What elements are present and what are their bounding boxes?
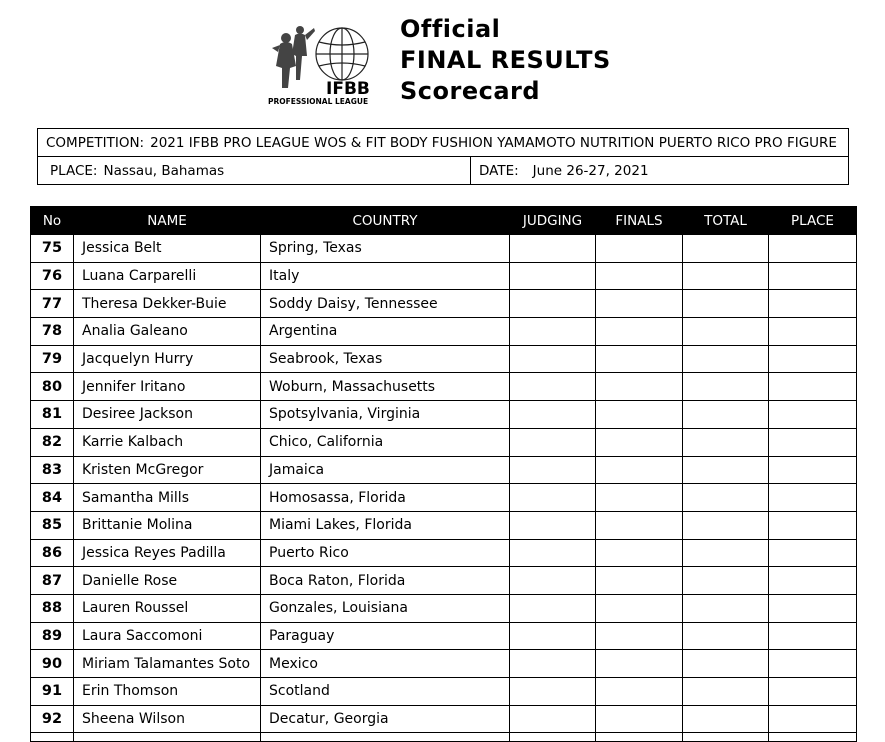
competitor-number: 87 <box>31 567 74 595</box>
table-row <box>31 484 857 512</box>
competitor-country: Mexico <box>261 650 510 678</box>
empty-cell <box>261 733 510 742</box>
table-row <box>31 456 857 484</box>
table-row <box>31 318 857 346</box>
empty-cell <box>596 733 683 742</box>
competitor-number: 76 <box>31 262 74 290</box>
total-cell <box>683 290 769 318</box>
judging-cell <box>510 705 596 733</box>
finals-cell <box>596 428 683 456</box>
total-cell <box>683 539 769 567</box>
judging-cell <box>510 262 596 290</box>
competitor-country: Woburn, Massachusetts <box>261 373 510 401</box>
total-cell <box>683 484 769 512</box>
judging-cell <box>510 401 596 429</box>
competitor-name: Karrie Kalbach <box>74 428 261 456</box>
competitor-name: Miriam Talamantes Soto <box>74 650 261 678</box>
competitor-name: Desiree Jackson <box>74 401 261 429</box>
table-row <box>31 511 857 539</box>
total-cell <box>683 678 769 706</box>
place-cell <box>769 678 857 706</box>
judging-cell <box>510 678 596 706</box>
finals-cell <box>596 290 683 318</box>
finals-cell <box>596 650 683 678</box>
competitor-number: 84 <box>31 484 74 512</box>
competitor-name: Theresa Dekker-Buie <box>74 290 261 318</box>
table-row <box>31 290 857 318</box>
finals-cell <box>596 318 683 346</box>
empty-cell <box>74 733 261 742</box>
date-value: June 26-27, 2021 <box>532 162 649 179</box>
total-cell <box>683 511 769 539</box>
table-row <box>31 401 857 429</box>
competitor-number: 89 <box>31 622 74 650</box>
table-row-partial <box>31 733 857 742</box>
competitor-country: Puerto Rico <box>261 539 510 567</box>
place-label: PLACE: <box>50 162 98 179</box>
header-place: PLACE <box>769 207 857 235</box>
competitor-name: Jessica Reyes Padilla <box>74 539 261 567</box>
finals-cell <box>596 539 683 567</box>
competitor-country: Paraguay <box>261 622 510 650</box>
finals-cell <box>596 345 683 373</box>
competitor-country: Miami Lakes, Florida <box>261 511 510 539</box>
competitor-number: 92 <box>31 705 74 733</box>
competition-label: COMPETITION: <box>46 134 145 151</box>
place-cell <box>769 511 857 539</box>
judging-cell <box>510 650 596 678</box>
judging-cell <box>510 235 596 263</box>
judging-cell <box>510 484 596 512</box>
competition-cell <box>38 129 837 156</box>
competitor-name: Analia Galeano <box>74 318 261 346</box>
place-cell <box>769 622 857 650</box>
competitor-country: Decatur, Georgia <box>261 705 510 733</box>
competitor-number: 85 <box>31 511 74 539</box>
place-cell <box>769 262 857 290</box>
judging-cell <box>510 539 596 567</box>
date-cell <box>471 157 649 184</box>
competitor-name: Jessica Belt <box>74 235 261 263</box>
competitor-country: Spring, Texas <box>261 235 510 263</box>
place-cell <box>769 594 857 622</box>
place-cell <box>769 567 857 595</box>
competitor-name: Luana Carparelli <box>74 262 261 290</box>
competitor-country: Jamaica <box>261 456 510 484</box>
finals-cell <box>596 511 683 539</box>
table-row <box>31 567 857 595</box>
competitor-name: Sheena Wilson <box>74 705 261 733</box>
logo-subtext: PROFESSIONAL LEAGUE <box>268 97 369 106</box>
place-cell <box>769 650 857 678</box>
judging-cell <box>510 345 596 373</box>
total-cell <box>683 345 769 373</box>
competitor-name: Kristen McGregor <box>74 456 261 484</box>
table-row <box>31 373 857 401</box>
table-row <box>31 345 857 373</box>
finals-cell <box>596 373 683 401</box>
competitor-name: Brittanie Molina <box>74 511 261 539</box>
total-cell <box>683 235 769 263</box>
header-finals: FINALS <box>596 207 683 235</box>
place-cell <box>769 345 857 373</box>
place-date-row <box>38 156 848 184</box>
page-title <box>400 14 611 107</box>
ifbb-logo <box>262 18 390 108</box>
competitor-number: 81 <box>31 401 74 429</box>
place-cell <box>769 235 857 263</box>
finals-cell <box>596 262 683 290</box>
place-cell <box>769 428 857 456</box>
total-cell <box>683 705 769 733</box>
finals-cell <box>596 456 683 484</box>
table-row <box>31 539 857 567</box>
table-row <box>31 678 857 706</box>
header-judging: JUDGING <box>510 207 596 235</box>
logo-text: IFBB <box>326 79 370 99</box>
judging-cell <box>510 318 596 346</box>
empty-cell <box>31 733 74 742</box>
finals-cell <box>596 622 683 650</box>
empty-cell <box>510 733 596 742</box>
place-cell <box>769 484 857 512</box>
place-value: Nassau, Bahamas <box>103 162 225 179</box>
competitor-name: Samantha Mills <box>74 484 261 512</box>
competitor-country: Gonzales, Louisiana <box>261 594 510 622</box>
competitor-country: Scotland <box>261 678 510 706</box>
competitor-number: 77 <box>31 290 74 318</box>
empty-cell <box>769 733 857 742</box>
place-cell <box>769 539 857 567</box>
header-no: No <box>31 207 74 235</box>
competitor-name: Jacquelyn Hurry <box>74 345 261 373</box>
competition-value: 2021 IFBB PRO LEAGUE WOS & FIT BODY FUSHION YAMAMOTO NUTRITION PUERTO RICO PRO FIGURE <box>150 134 837 151</box>
finals-cell <box>596 235 683 263</box>
table-row <box>31 428 857 456</box>
judging-cell <box>510 290 596 318</box>
table-header-row <box>31 207 857 235</box>
title-line-final-results: FINAL RESULTS <box>400 46 611 74</box>
finals-cell <box>596 401 683 429</box>
table-row <box>31 705 857 733</box>
total-cell <box>683 594 769 622</box>
table-row <box>31 594 857 622</box>
judging-cell <box>510 511 596 539</box>
finals-cell <box>596 567 683 595</box>
globe-athletes-icon <box>262 18 390 108</box>
header-country: COUNTRY <box>261 207 510 235</box>
competitor-country: Spotsylvania, Virginia <box>261 401 510 429</box>
place-cell <box>769 705 857 733</box>
competitor-country: Soddy Daisy, Tennessee <box>261 290 510 318</box>
place-cell <box>769 456 857 484</box>
total-cell <box>683 650 769 678</box>
total-cell <box>683 428 769 456</box>
competitor-number: 91 <box>31 678 74 706</box>
competitor-name: Lauren Roussel <box>74 594 261 622</box>
header-total: TOTAL <box>683 207 769 235</box>
finals-cell <box>596 594 683 622</box>
table-row <box>31 262 857 290</box>
table-body <box>31 235 857 742</box>
judging-cell <box>510 622 596 650</box>
table-row <box>31 235 857 263</box>
place-cell <box>769 373 857 401</box>
place-cell <box>769 290 857 318</box>
competitor-number: 83 <box>31 456 74 484</box>
title-line-scorecard: Scorecard <box>400 77 541 105</box>
total-cell <box>683 622 769 650</box>
judging-cell <box>510 594 596 622</box>
competitor-country: Seabrook, Texas <box>261 345 510 373</box>
competitor-country: Italy <box>261 262 510 290</box>
finals-cell <box>596 484 683 512</box>
competitor-country: Chico, California <box>261 428 510 456</box>
competitor-number: 82 <box>31 428 74 456</box>
competitor-number: 86 <box>31 539 74 567</box>
place-cell <box>769 318 857 346</box>
competitor-number: 78 <box>31 318 74 346</box>
total-cell <box>683 401 769 429</box>
total-cell <box>683 567 769 595</box>
competitor-number: 75 <box>31 235 74 263</box>
judging-cell <box>510 428 596 456</box>
competitor-name: Erin Thomson <box>74 678 261 706</box>
competitor-country: Boca Raton, Florida <box>261 567 510 595</box>
total-cell <box>683 373 769 401</box>
competition-row <box>38 129 848 156</box>
competitor-country: Argentina <box>261 318 510 346</box>
competition-info-box <box>37 128 849 185</box>
place-cell <box>38 157 471 184</box>
date-label: DATE: <box>479 162 519 179</box>
title-line-official: Official <box>400 15 501 43</box>
competitor-number: 88 <box>31 594 74 622</box>
total-cell <box>683 456 769 484</box>
table-row <box>31 650 857 678</box>
table-row <box>31 622 857 650</box>
header-name: NAME <box>74 207 261 235</box>
competitor-number: 79 <box>31 345 74 373</box>
place-cell <box>769 401 857 429</box>
judging-cell <box>510 567 596 595</box>
total-cell <box>683 318 769 346</box>
judging-cell <box>510 456 596 484</box>
competitor-country: Homosassa, Florida <box>261 484 510 512</box>
competitor-name: Laura Saccomoni <box>74 622 261 650</box>
results-table <box>30 206 857 742</box>
finals-cell <box>596 678 683 706</box>
competitor-number: 80 <box>31 373 74 401</box>
competitor-number: 90 <box>31 650 74 678</box>
empty-cell <box>683 733 769 742</box>
finals-cell <box>596 705 683 733</box>
total-cell <box>683 262 769 290</box>
judging-cell <box>510 373 596 401</box>
competitor-name: Jennifer Iritano <box>74 373 261 401</box>
competitor-name: Danielle Rose <box>74 567 261 595</box>
